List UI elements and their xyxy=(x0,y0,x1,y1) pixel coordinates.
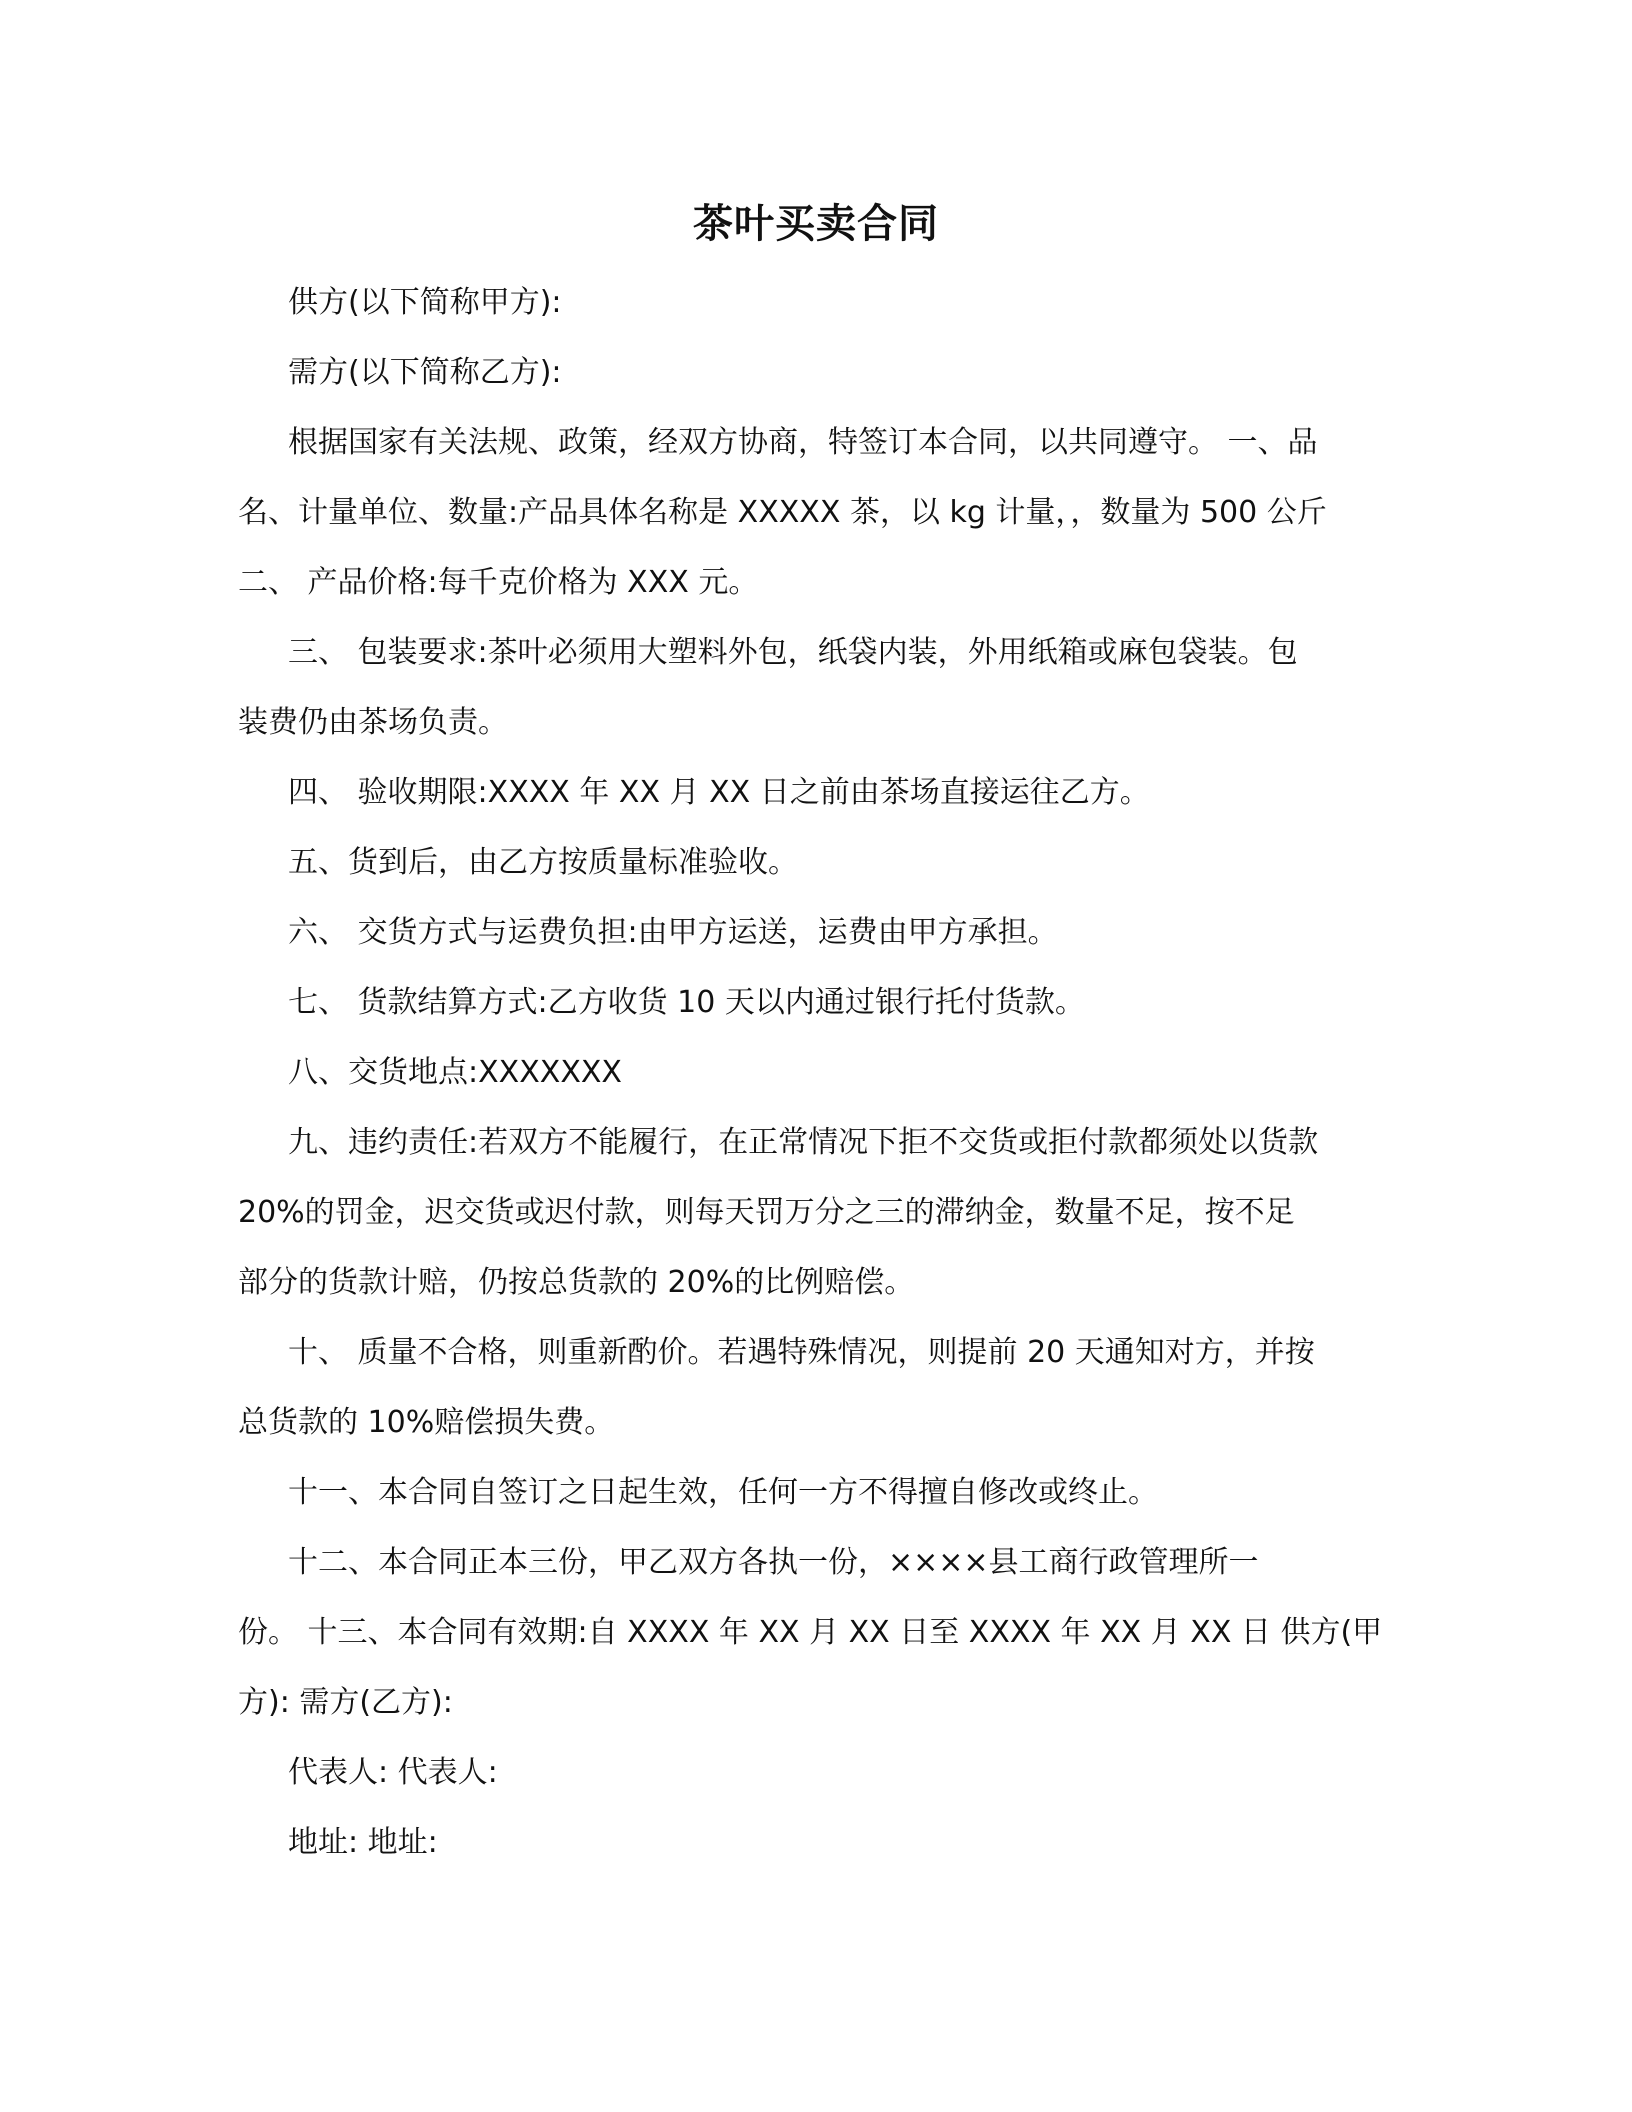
clause-12-line-2: 份。 十三、本合同有效期:自 XXXX 年 XX 月 XX 日至 XXXX 年 XX 月 XX 日 供方(甲 xyxy=(238,1615,1383,1650)
address-line: 地址: 地址: xyxy=(288,1825,438,1860)
clause-6-line: 六、 交货方式与运费负担:由甲方运送，运费由甲方承担。 xyxy=(288,915,1058,950)
clause-9-line-1: 九、违约责任:若双方不能履行，在正常情况下拒不交货或拒付款都须处以货款 xyxy=(288,1125,1319,1160)
clause-1-line: 名、计量单位、数量:产品具体名称是 XXXXX 茶，以 kg 计量，，数量为 500 公斤 xyxy=(238,495,1327,530)
clause-8-line: 八、交货地点:XXXXXXX xyxy=(288,1055,622,1090)
supplier-line: 供方(以下简称甲方): xyxy=(288,285,562,320)
clause-9-line-3: 部分的货款计赔，仍按总货款的 20%的比例赔偿。 xyxy=(238,1265,915,1300)
clause-10-line-1: 十、 质量不合格，则重新酌价。若遇特殊情况，则提前 20 天通知对方，并按 xyxy=(288,1335,1315,1370)
clause-3-line-2: 装费仍由茶场负责。 xyxy=(238,705,508,740)
preamble-line: 根据国家有关法规、政策，经双方协商，特签订本合同，以共同遵守。 一、品 xyxy=(288,425,1318,460)
clause-10-line-2: 总货款的 10%赔偿损失费。 xyxy=(238,1405,615,1440)
representative-line: 代表人: 代表人: xyxy=(288,1755,498,1790)
clause-2-line: 二、 产品价格:每千克价格为 XXX 元。 xyxy=(238,565,759,600)
buyer-line: 需方(以下简称乙方): xyxy=(288,355,562,390)
clause-12-line-1: 十二、本合同正本三份，甲乙双方各执一份，××××县工商行政管理所一 xyxy=(288,1545,1259,1580)
contract-body xyxy=(238,268,1398,1878)
clause-7-line: 七、 货款结算方式:乙方收货 10 天以内通过银行托付货款。 xyxy=(288,985,1085,1020)
clause-4-line: 四、 验收期限:XXXX 年 XX 月 XX 日之前由茶场直接运往乙方。 xyxy=(288,775,1150,810)
clause-11-line: 十一、本合同自签订之日起生效，任何一方不得擅自修改或终止。 xyxy=(288,1475,1158,1510)
document-title: 茶叶买卖合同 xyxy=(693,201,939,247)
signature-parties-line: 方): 需方(乙方): xyxy=(238,1685,453,1720)
clause-5-line: 五、货到后，由乙方按质量标准验收。 xyxy=(288,845,798,880)
clause-9-line-2: 20%的罚金，迟交货或迟付款，则每天罚万分之三的滞纳金，数量不足，按不足 xyxy=(238,1195,1295,1230)
clause-3-line-1: 三、 包装要求:茶叶必须用大塑料外包，纸袋内装，外用纸箱或麻包袋装。包 xyxy=(288,635,1298,670)
